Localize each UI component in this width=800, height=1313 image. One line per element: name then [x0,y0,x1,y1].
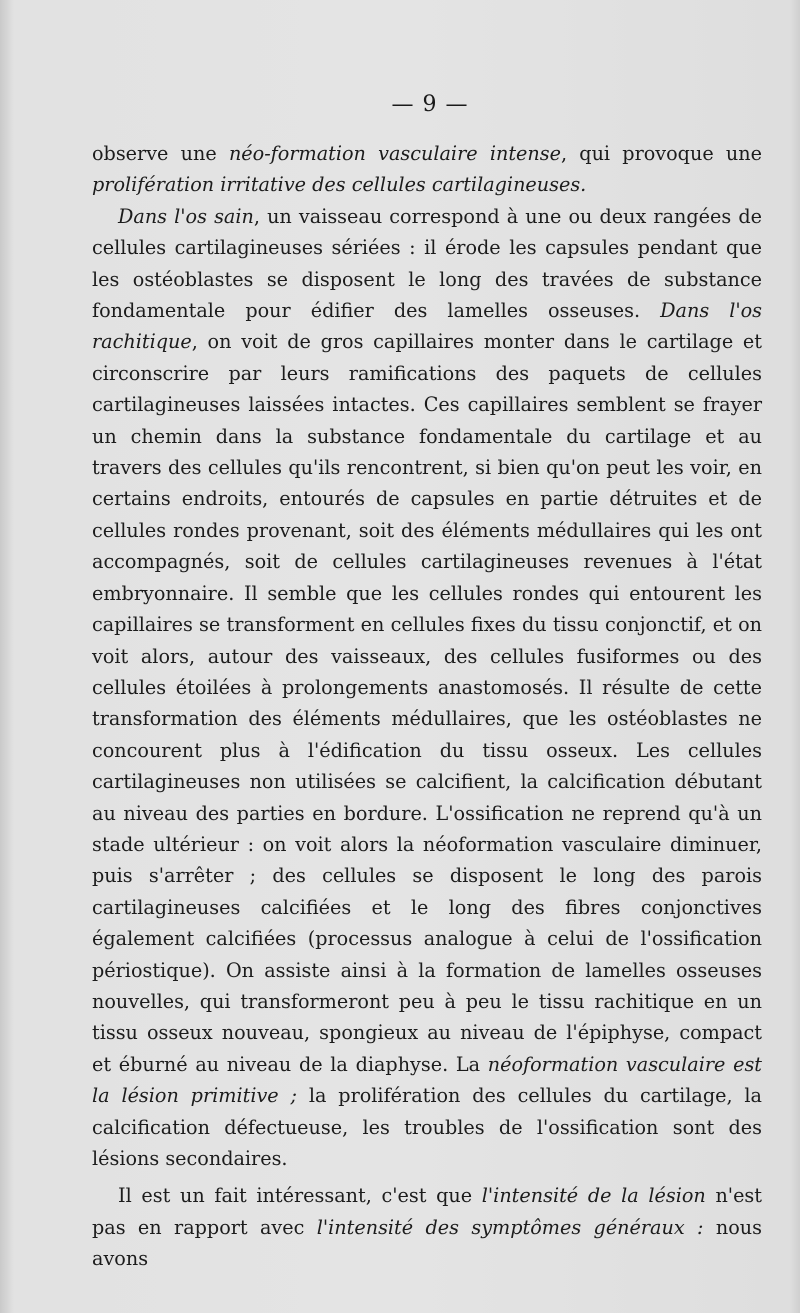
page-number: — 9 — [391,92,469,117]
p2-italic-3: néoformation vasculaire est la lésion primitive ; [92,1052,763,1108]
p3-italic-1: l'intensité de la lésion [481,1184,706,1208]
p2-text-2: , on voit de gros capillaires monter dans le cartilage et circonscrire par leurs ramifications des paquets de cellules cartilagineuses laissées intactes. Ces capillaires semblent se frayer un chemin dans la substance fondamentale du cartilage et au travers des cellules qu'ils rencontrent, si bien qu'on peut les voir, en certains endroits, entourés de capsules en partie détruites et de cellules rondes provenant, soit des éléments médullaires qui les ont accompagnés, soit de cellules cartilagineuses revenues à l'état embryonnaire. Il semble que les cellules rondes qui entourent les capillaires se transforment en cellules fixes du tissu conjonctif, et on voit alors, autour des vaisseaux, des cellules fusiformes ou des cellules étoilées à prolongements anastomosés. Il résulte de cette transformation des éléments médullaires, que les ostéoblastes ne concourent plus à l'édification du tissu osseux. Les cellules cartilagineuses non utilisées se calcifient, la calcification débutant au niveau des parties en bordure. L'ossification ne reprend qu'à un stade ultérieur : on voit alors la néoformation vasculaire diminuer, puis s'arrêter ; des cellules se disposent le long des parois cartilagineuses calcifiées et le long des fibres conjonctives également calcifiées (processus analogue à celui de l'ossification périostique). On assiste ainsi à la formation de lamelles osseuses nouvelles, qui transformeront peu à peu le tissu rachitique en un tissu osseux nouveau, spongieux au niveau de l'épiphyse, compact et éburné au niveau de la diaphyse. La [92,330,762,1076]
p1-text-1: observe une [92,142,229,165]
p1-italic-1: néo-formation vasculaire intense [228,142,561,165]
p1-italic-2: prolifération irritative des cellules cartilagineuses. [92,173,587,197]
p2-italic-2: Dans l'os rachitique [92,299,763,354]
p3-text-3: nous avons [92,1215,762,1271]
p2-text-3: la prolifération des cellules du cartilage, la calcification défectueuse, les troubles de l'ossification sont des lésions secondaires. [92,1084,762,1170]
p1-text-2: , qui provoque une [560,142,762,165]
paragraph-3 [92,1180,762,1274]
p2-text-1: , un vaisseau correspond à une ou deux rangées de cellules cartilagineuses sériées : il érode les capsules pendant que les ostéoblastes se disposent le long des travées de substance fondamentale pour édifier des lamelles osseuses. [92,204,762,323]
p3-text-2: n'est pas en rapport avec [92,1184,762,1239]
p2-italic-1: Dans l'os sain [118,204,254,228]
paragraph-2 [92,201,762,1175]
p3-italic-2: l'intensité des symptômes généraux : [316,1215,704,1239]
p3-text-1: Il est un fait intéressant, c'est que [118,1184,482,1208]
paragraph-1 [92,138,762,201]
body-text [92,138,762,1275]
